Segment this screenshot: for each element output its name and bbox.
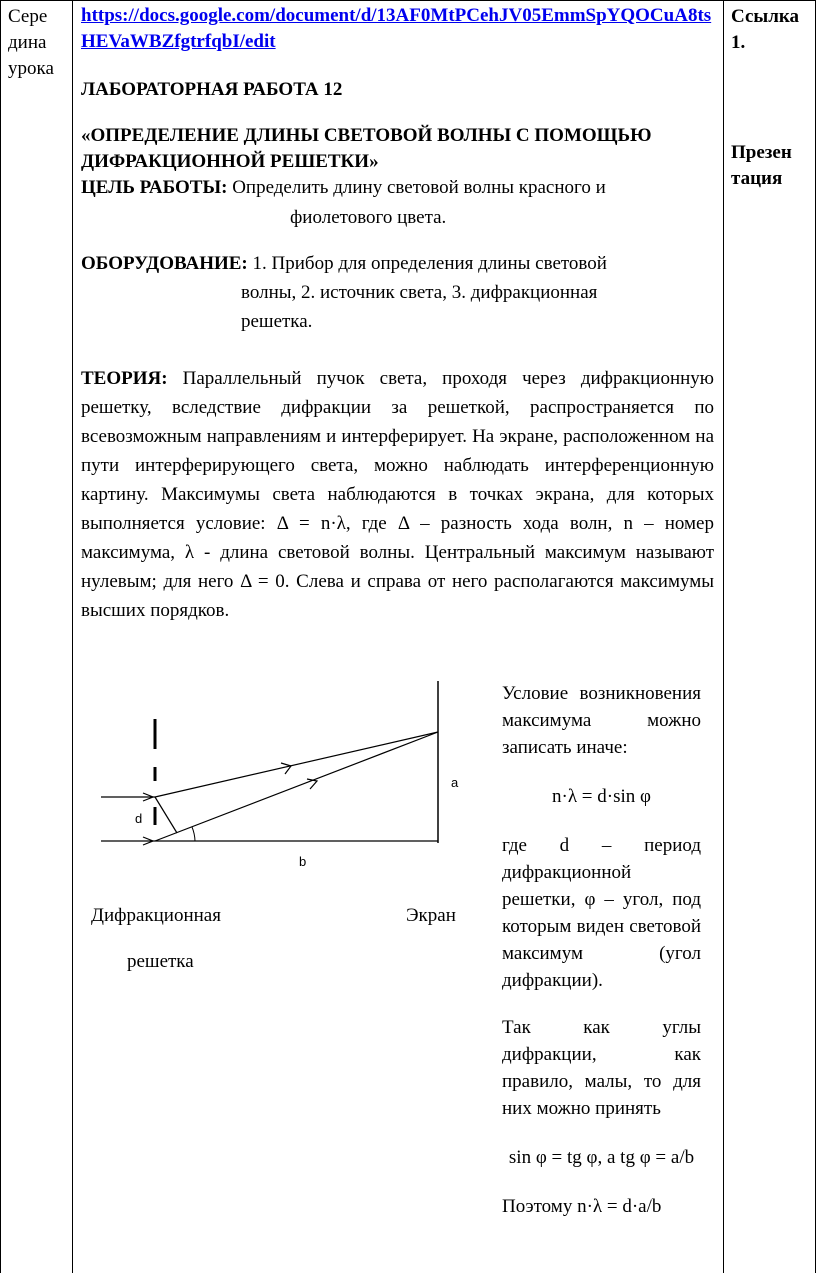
arrow-head <box>281 763 291 774</box>
formula-result: Поэтому n·λ = d·a/b <box>502 1196 662 1217</box>
goal-text-1: Определить длину световой волны красного и <box>232 177 606 198</box>
where-text: где d – период дифракционной решетки, φ – угол, под которым виден световой максимум (угол дифракции). <box>502 835 701 991</box>
formula-main: n·λ = d·sin φ <box>552 786 651 807</box>
equipment-text-2: волны, 2. источник света, 3. дифракционная <box>241 282 598 303</box>
diffraction-diagram <box>97 677 477 847</box>
diffracted-ray <box>155 732 438 797</box>
lab-number: ЛАБОРАТОРНАЯ РАБОТА 12 <box>81 79 343 100</box>
equipment-label: ОБОРУДОВАНИЕ: <box>81 253 248 274</box>
path-difference-line <box>155 797 177 833</box>
resources-cell <box>731 4 811 192</box>
table-border <box>0 0 1 1273</box>
equipment <box>81 251 714 277</box>
goal-text-2: фиолетового цвета. <box>290 207 447 228</box>
goal-label: ЦЕЛЬ РАБОТЫ: <box>81 177 228 198</box>
lab-title-line2: ДИФРАКЦИОННОЙ РЕШЕТКИ» <box>81 151 379 172</box>
grating-caption-1: Дифракционная <box>91 905 221 926</box>
label-b: b <box>299 854 307 869</box>
formula-column <box>502 680 701 1220</box>
small-angle-text: Так как углы дифракции, как правило, малы, то для них можно принять <box>502 1017 701 1119</box>
arrow-head <box>307 779 317 789</box>
theory <box>81 364 714 625</box>
document-link[interactable]: https://docs.google.com/document/d/13AF0MtPCehJV05EmmSpYQOCuA8tsHEVaWBZfgtrfqbI/edit <box>81 5 712 52</box>
goal <box>81 175 714 201</box>
formula-tangent: sin φ = tg φ, а tg φ = a/b <box>508 1147 695 1168</box>
theory-text: Параллельный пучок света, проходя через дифракционную решетку, вследствие дифракции за решеткой, распространяется по всевозможным направлениям и интерферирует. На экране, расположенном на пути интерферирующего света, можно наблюдать интерференционную картину. Максимумы света наблюдаются в точках экрана, для которых выполняется условие: Δ = n·λ, где Δ – разность хода волн, n – номер максимума, λ - длина световой волны. Центральный максимум называют нулевым; для него Δ = 0. Слева и справа от него располагаются максимумы высших порядков. <box>81 368 714 621</box>
column-divider <box>723 0 724 1273</box>
link-reference[interactable]: Ссылка 1. <box>731 6 800 53</box>
screen-caption: Экран <box>406 905 456 926</box>
diffracted-ray <box>155 732 438 841</box>
theory-label: ТЕОРИЯ: <box>81 368 168 389</box>
angle-arc <box>192 827 195 841</box>
label-a: a <box>451 775 459 790</box>
presentation-reference[interactable]: Презен тация <box>731 142 792 189</box>
grating-caption-2: решетка <box>127 951 194 972</box>
lesson-stage-label: Сере дина урока <box>8 6 54 79</box>
equipment-text-1: 1. Прибор для определения длины световой <box>252 253 607 274</box>
label-d: d <box>135 811 143 826</box>
condition-text: Условие возникновения максимума можно записать иначе: <box>502 683 701 758</box>
column-divider <box>72 0 73 1273</box>
lab-title-line1: «ОПРЕДЕЛЕНИЕ ДЛИНЫ СВЕТОВОЙ ВОЛНЫ С ПОМОЩЬЮ <box>81 125 652 146</box>
main-content <box>81 0 714 621</box>
equipment-text-3: решетка. <box>241 311 313 332</box>
